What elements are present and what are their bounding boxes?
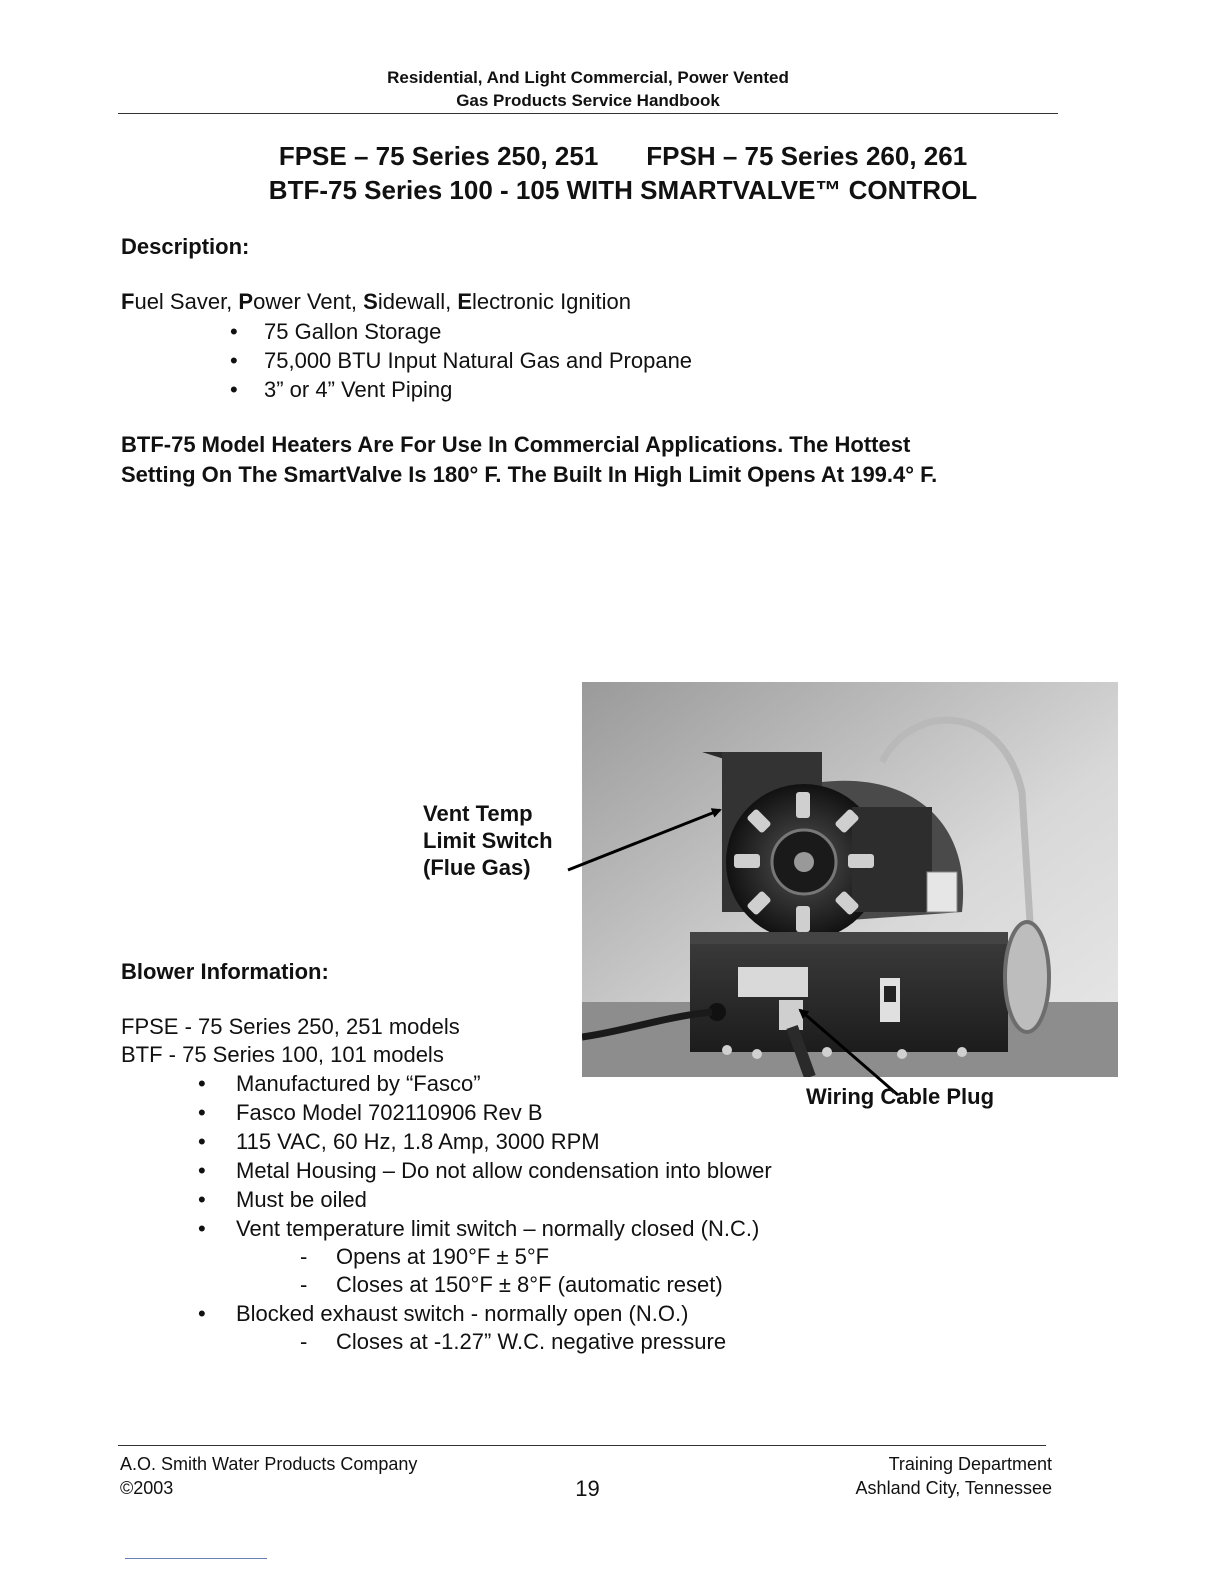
- title-line-1: [118, 140, 1128, 173]
- vent-switch-sublist: [236, 1243, 772, 1299]
- title-fpse: FPSE – 75 Series 250, 251: [278, 141, 599, 171]
- list-item: • Metal Housing – Do not allow condensation into blower: [236, 1156, 772, 1185]
- wiring-cable-plug-callout: Wiring Cable Plug: [806, 1084, 995, 1109]
- vent-temp-arrow: [568, 810, 720, 870]
- header-line-2: Gas Products Service Handbook: [456, 91, 720, 110]
- callout-line: Vent Temp: [423, 801, 533, 826]
- intro-rest-f: uel Saver,: [134, 289, 239, 314]
- header-rule: [118, 113, 1058, 114]
- intro-cap-s: S: [363, 289, 378, 314]
- sub-item: - Opens at 190°F ± 5°F: [336, 1243, 772, 1271]
- list-item: • Must be oiled: [236, 1185, 772, 1214]
- running-header: [118, 66, 1058, 112]
- commercial-note: [121, 430, 1081, 490]
- model-line: FPSE - 75 Series 250, 251 models: [121, 1014, 460, 1039]
- intro-rest-p: ower Vent,: [253, 289, 364, 314]
- note-line-1: BTF-75 Model Heaters Are For Use In Commercial Applications. The Hottest: [121, 432, 911, 457]
- note-line-2: Setting On The SmartValve Is 180° F. The Built In High Limit Opens At 199.4° F.: [121, 462, 938, 487]
- description-intro: [121, 287, 631, 316]
- description-heading: Description:: [121, 234, 250, 259]
- blower-models: [121, 1013, 460, 1069]
- footer-dept: Training Department: [888, 1454, 1052, 1474]
- intro-cap-f: F: [121, 289, 135, 314]
- bottom-link-underline: [125, 1558, 267, 1559]
- blower-bullet-list: [236, 1069, 772, 1243]
- footer-location: Ashland City, Tennessee: [855, 1478, 1052, 1498]
- list-item: • 3” or 4” Vent Piping: [264, 375, 692, 404]
- blocked-exhaust-sublist: [236, 1328, 772, 1356]
- list-item: • Vent temperature limit switch – normally closed (N.C.): [236, 1214, 772, 1243]
- callout-arrows: [560, 795, 920, 1105]
- intro-rest-e: lectronic Ignition: [472, 289, 632, 314]
- model-line: BTF - 75 Series 100, 101 models: [121, 1042, 444, 1067]
- list-item: • 75 Gallon Storage: [264, 317, 692, 346]
- footer-copyright: ©2003: [120, 1478, 174, 1498]
- callout-line: (Flue Gas): [423, 855, 531, 880]
- intro-cap-p: P: [238, 289, 254, 314]
- blocked-exhaust-list: [236, 1299, 772, 1328]
- page-number: 19: [575, 1476, 600, 1501]
- intro-rest-s: idewall,: [377, 289, 458, 314]
- footer-rule: [118, 1445, 1046, 1446]
- blower-heading: Blower Information:: [121, 959, 329, 984]
- list-item: • Blocked exhaust switch - normally open (N.O.): [236, 1299, 772, 1328]
- description-bullet-list: [264, 317, 692, 404]
- vent-temp-callout: [423, 800, 553, 881]
- blower-bullet-block: [236, 1069, 772, 1356]
- header-line-1: Residential, And Light Commercial, Power Vented: [387, 68, 789, 87]
- intro-cap-e: E: [457, 289, 473, 314]
- sub-item: - Closes at 150°F ± 8°F (automatic reset): [336, 1271, 772, 1299]
- title-line-2: BTF-75 Series 100 - 105 WITH SMARTVALVE™ CONTROL: [268, 175, 978, 205]
- sub-item: - Closes at -1.27” W.C. negative pressure: [336, 1328, 772, 1356]
- footer-company: A.O. Smith Water Products Company: [120, 1454, 418, 1474]
- list-item: • Fasco Model 702110906 Rev B: [236, 1098, 772, 1127]
- list-item: • Manufactured by “Fasco”: [236, 1069, 772, 1098]
- callout-line: Limit Switch: [423, 828, 553, 853]
- footer-right: [752, 1452, 1052, 1500]
- list-item: • 75,000 BTU Input Natural Gas and Propane: [264, 346, 692, 375]
- title-fpsh: FPSH – 75 Series 260, 261: [646, 141, 968, 171]
- footer-left: [120, 1452, 417, 1500]
- list-item: • 115 VAC, 60 Hz, 1.8 Amp, 3000 RPM: [236, 1127, 772, 1156]
